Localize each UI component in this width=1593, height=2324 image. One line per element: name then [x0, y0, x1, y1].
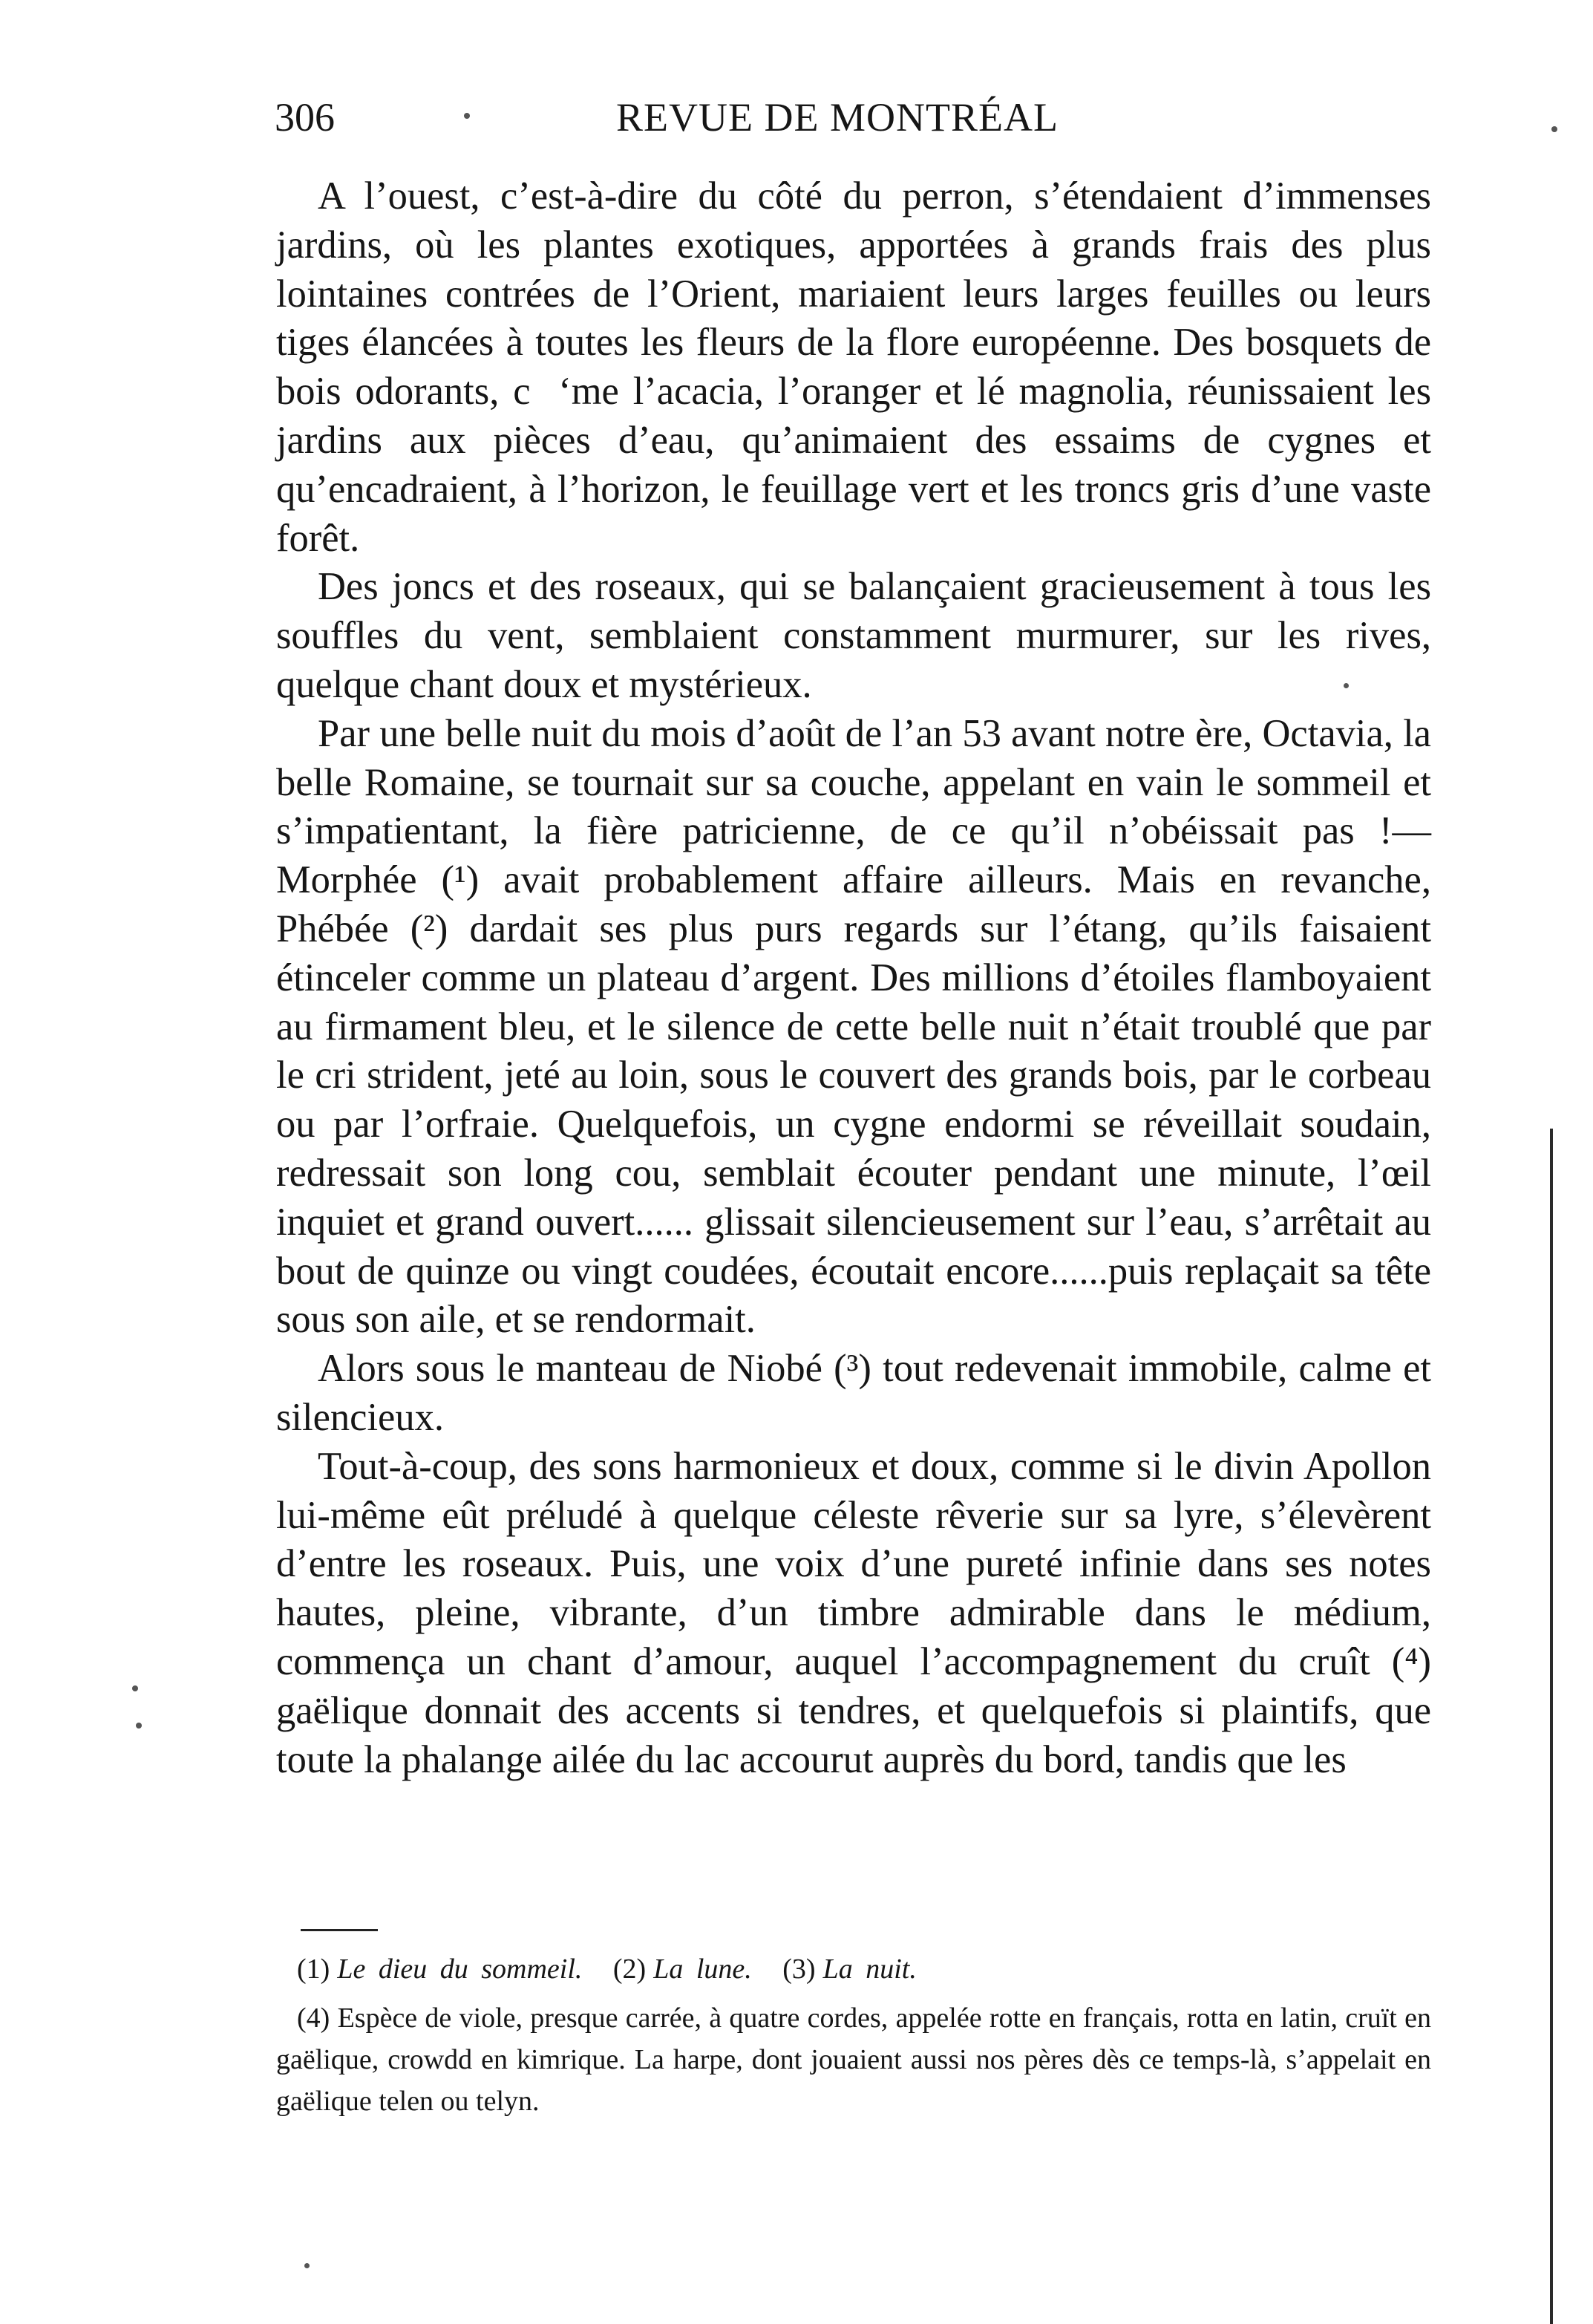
footnote-text: Le dieu du sommeil. [337, 1953, 583, 1985]
scan-speck [136, 1723, 142, 1729]
journal-title: REVUE DE MONTRÉAL [616, 95, 1059, 140]
paragraph: A l’ouest, c’est-à-dire du côté du perron, s’étendaient d’immenses jardins, où les plantes exotiques, apportées à grands frais des plus lointaines contrées de l’Orient, mariaient leurs larges feuilles ou leurs tiges élancées à toutes les fleurs de la flore européenne. Des bosquets de bois odorants, c ‘me l’acacia, l’oranger et lé magnolia, réunissaient les jardins aux pièces d’eau, qu’animaient des essaims de cygnes et qu’encadraient, à l’horizon, le feuillage vert et les troncs gris d’une vaste forêt. [276, 174, 1431, 560]
footnote-marker: (2) [612, 1953, 647, 1985]
paragraph: Alors sous le manteau de Niobé (³) tout redevenait immobile, calme et silencieux. [276, 1347, 1431, 1439]
footnote-line [276, 1948, 1431, 1990]
footnotes [276, 1948, 1431, 2122]
footnote-long: (4) Espèce de viole, presque carrée, à quatre cordes, appelée rotte en français, rotta en latin, cruït en gaëlique, crowdd en kimrique. La harpe, dont jouaient aussi nos pères dès ce temps-là, s’appelait en gaëlique telen ou telyn. [276, 2003, 1431, 2117]
scan-speck [464, 113, 470, 119]
footnote-marker: (1) [297, 1953, 330, 1985]
footnote-marker: (3) [782, 1953, 816, 1985]
paragraph: Des joncs et des roseaux, qui se balançaient gracieusement à tous les souffles du vent, semblaient constamment murmurer, sur les rives, quelque chant doux et mystérieux. [276, 565, 1431, 706]
running-head [275, 88, 1433, 147]
page-number: 306 [275, 95, 335, 140]
scan-speck [1551, 126, 1557, 132]
paragraph: Tout-à-coup, des sons harmonieux et doux, comme si le divin Apollon lui-même eût préludé à quelque céleste rêverie sur sa lyre, s’élevèrent d’entre les roseaux. Puis, une voix d’une pureté infinie dans ses notes hautes, pleine, vibrante, d’un timbre admirable dans le médium, commença un chant d’amour, auquel l’accompagnement du cruît (⁴) gaëlique donnait des accents si tendres, et quelquefois si plaintifs, que toute la phalange ailée du lac accourut auprès du bord, tandis que les [276, 1444, 1431, 1781]
scan-speck [1344, 683, 1349, 688]
paragraph: Par une belle nuit du mois d’août de l’an 53 avant notre ère, Octavia, la belle Romaine, se tournait sur sa couche, appelant en vain le sommeil et s’impatientant, la fière patricienne, de ce qu’il n’obéissait pas !—Morphée (¹) avait probablement affaire ailleurs. Mais en revanche, Phébée (²) dardait ses plus purs regards sur l’étang, qu’ils faisaient étinceler comme un plateau d’argent. Des millions d’étoiles flamboyaient au firmament bleu, et le silence de cette belle nuit n’était troublé que par le cri strident, jeté au loin, sous le couvert des grands bois, par le corbeau ou par l’orfraie. Quelquefois, un cygne endormi se réveillait soudain, redressait son long cou, semblait écouter pendant une minute, l’œil inquiet et grand ouvert...... glissait silencieusement sur l’eau, s’arrêtait au bout de quinze ou vingt coudées, écoutait encore......puis replaçait sa tête sous son aile, et se rendormait. [276, 711, 1431, 1342]
body-text [276, 172, 1431, 1784]
footnote-text: La nuit. [822, 1953, 917, 1985]
footnote-separator [301, 1929, 378, 1931]
scan-speck [132, 1685, 138, 1691]
footnote-text: La lune. [653, 1953, 752, 1985]
page-edge-line [1550, 1129, 1553, 2324]
scan-speck [304, 2263, 310, 2268]
